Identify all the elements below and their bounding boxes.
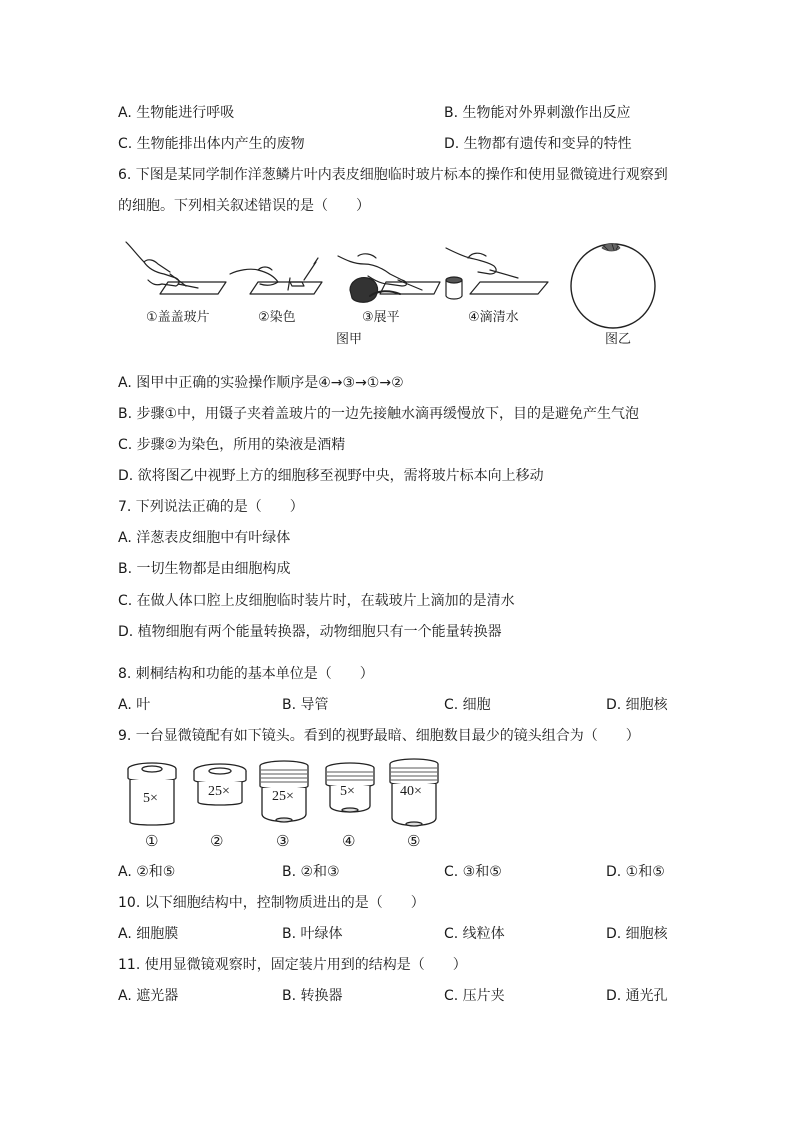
lens-4-magnification: 5×: [340, 784, 355, 799]
step4-drawing: [446, 248, 548, 299]
q9-option-c: C. ③和⑤: [444, 864, 502, 880]
q7-option-b: B. 一切生物都是由细胞构成: [118, 561, 291, 577]
q9-option-d: D. ①和⑤: [606, 864, 665, 880]
q8-option-b: B. 导管: [282, 697, 329, 713]
q6-stem-line1: 6. 下图是某同学制作洋葱鳞片叶内表皮细胞临时玻片标本的操作和使用显微镜进行观察到: [118, 167, 668, 183]
q6-step1-label: ①盖盖玻片: [146, 310, 210, 325]
q7-option-a: A. 洋葱表皮细胞中有叶绿体: [118, 530, 291, 546]
q9-option-b: B. ②和③: [282, 864, 340, 880]
lens-1-magnification: 5×: [143, 791, 158, 806]
field-of-view-drawing: [571, 244, 655, 329]
q5-option-b: B. 生物能对外界刺激作出反应: [444, 105, 631, 121]
lens-1-number: ①: [145, 832, 159, 850]
q8-stem: 8. 刺桐结构和功能的基本单位是（ ）: [118, 666, 374, 682]
step3-drawing: [338, 254, 440, 302]
q6-figure-caption-yi: 图乙: [605, 332, 632, 347]
q10-option-d: D. 细胞核: [606, 926, 668, 942]
q5-option-a: A. 生物能进行呼吸: [118, 105, 235, 121]
step1-drawing: [126, 242, 226, 294]
q6-option-a: A. 图甲中正确的实验操作顺序是④→③→①→②: [118, 375, 404, 391]
step2-drawing: [230, 258, 322, 294]
q11-option-d: D. 通光孔: [606, 988, 668, 1004]
q5-option-c: C. 生物能排出体内产生的废物: [118, 136, 305, 152]
lens-5-number: ⑤: [407, 832, 421, 850]
q9-option-a: A. ②和⑤: [118, 864, 176, 880]
lens-5-magnification: 40×: [400, 784, 422, 799]
q7-option-d: D. 植物细胞有两个能量转换器，动物细胞只有一个能量转换器: [118, 624, 502, 640]
q10-option-a: A. 细胞膜: [118, 926, 179, 942]
q6-figure-caption-jia: 图甲: [336, 332, 363, 347]
q6-stem-line2: 的细胞。下列相关叙述错误的是（ ）: [118, 198, 370, 214]
q5-option-d: D. 生物都有遗传和变异的特性: [444, 136, 632, 152]
q8-option-a: A. 叶: [118, 697, 151, 713]
q6-step3-label: ③展平: [362, 310, 400, 325]
lens-4-number: ④: [342, 832, 356, 850]
q9-stem: 9. 一台显微镜配有如下镜头。看到的视野最暗、细胞数目最少的镜头组合为（ ）: [118, 728, 640, 744]
lens-2-magnification: 25×: [208, 784, 230, 799]
q7-option-c: C. 在做人体口腔上皮细胞临时装片时，在载玻片上滴加的是清水: [118, 593, 515, 609]
q10-option-c: C. 线粒体: [444, 926, 505, 942]
q11-option-c: C. 压片夹: [444, 988, 505, 1004]
q8-option-d: D. 细胞核: [606, 697, 668, 713]
q11-stem: 11. 使用显微镜观察时，固定装片用到的结构是（ ）: [118, 957, 467, 973]
q10-option-b: B. 叶绿体: [282, 926, 343, 942]
q6-step2-label: ②染色: [258, 310, 296, 325]
q6-option-d: D. 欲将图乙中视野上方的细胞移至视野中央，需将玻片标本向上移动: [118, 468, 544, 484]
q11-option-a: A. 遮光器: [118, 988, 179, 1004]
lens-2-number: ②: [210, 832, 224, 850]
q7-stem: 7. 下列说法正确的是（ ）: [118, 499, 304, 515]
lens-3-magnification: 25×: [272, 789, 294, 804]
q6-option-b: B. 步骤①中，用镊子夹着盖玻片的一边先接触水滴再缓慢放下，目的是避免产生气泡: [118, 406, 640, 422]
q6-step4-label: ④滴清水: [468, 310, 519, 325]
q6-option-c: C. 步骤②为染色，所用的染液是酒精: [118, 437, 346, 453]
q10-stem: 10. 以下细胞结构中，控制物质进出的是（ ）: [118, 895, 425, 911]
q8-option-c: C. 细胞: [444, 697, 491, 713]
q11-option-b: B. 转换器: [282, 988, 343, 1004]
lens-3-number: ③: [276, 832, 290, 850]
